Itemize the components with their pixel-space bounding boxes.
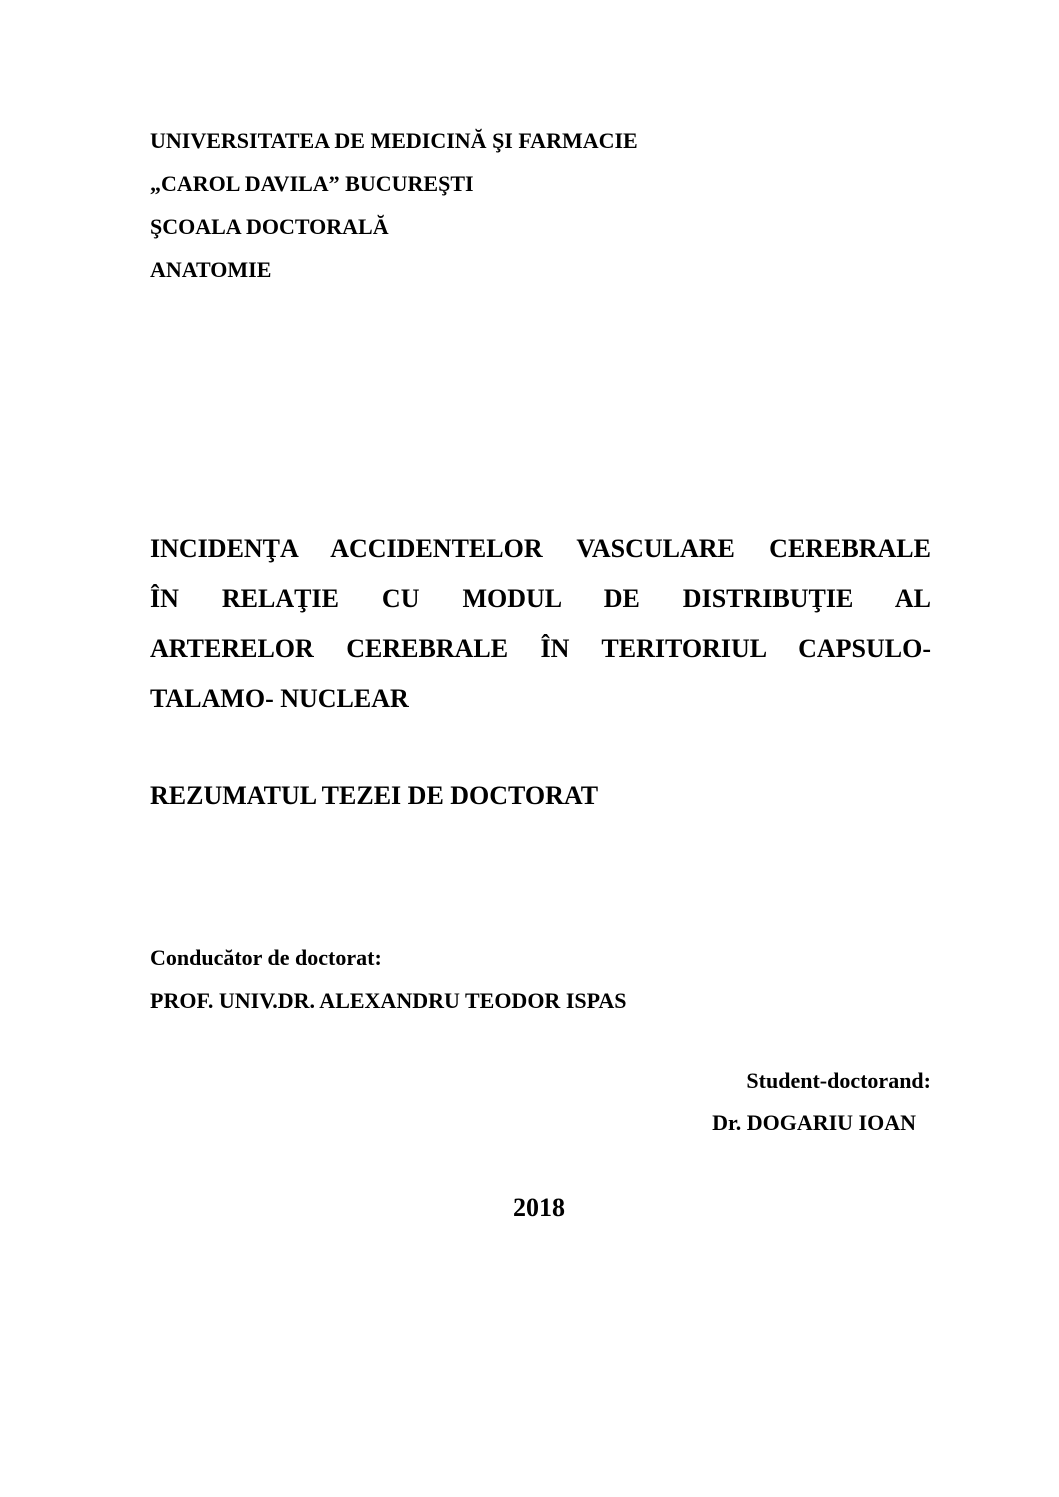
student-name: Dr. DOGARIU IOAN [712,1110,916,1135]
document-type: REZUMATUL TEZEI DE DOCTORAT [150,781,599,810]
doctoral-school: ŞCOALA DOCTORALĂ [150,214,389,239]
university-subname: „CAROL DAVILA” BUCUREŞTI [150,171,474,196]
thesis-title-line: ÎN RELAŢIE CU MODUL DE DISTRIBUŢIE AL [150,584,931,613]
university-name: UNIVERSITATEA DE MEDICINĂ ŞI FARMACIE [150,128,638,153]
thesis-title-line: ARTERELOR CEREBRALE ÎN TERITORIUL CAPSULO- [150,634,931,663]
student-label: Student-doctorand: [746,1068,931,1093]
thesis-title-line: INCIDENŢA ACCIDENTELOR VASCULARE CEREBRALE [150,534,931,563]
supervisor-name: PROF. UNIV.DR. ALEXANDRU TEODOR ISPAS [150,988,627,1013]
department: ANATOMIE [150,257,272,282]
year: 2018 [513,1193,565,1222]
supervisor-label: Conducător de doctorat: [150,945,382,970]
thesis-title-line: TALAMO- NUCLEAR [150,684,409,713]
